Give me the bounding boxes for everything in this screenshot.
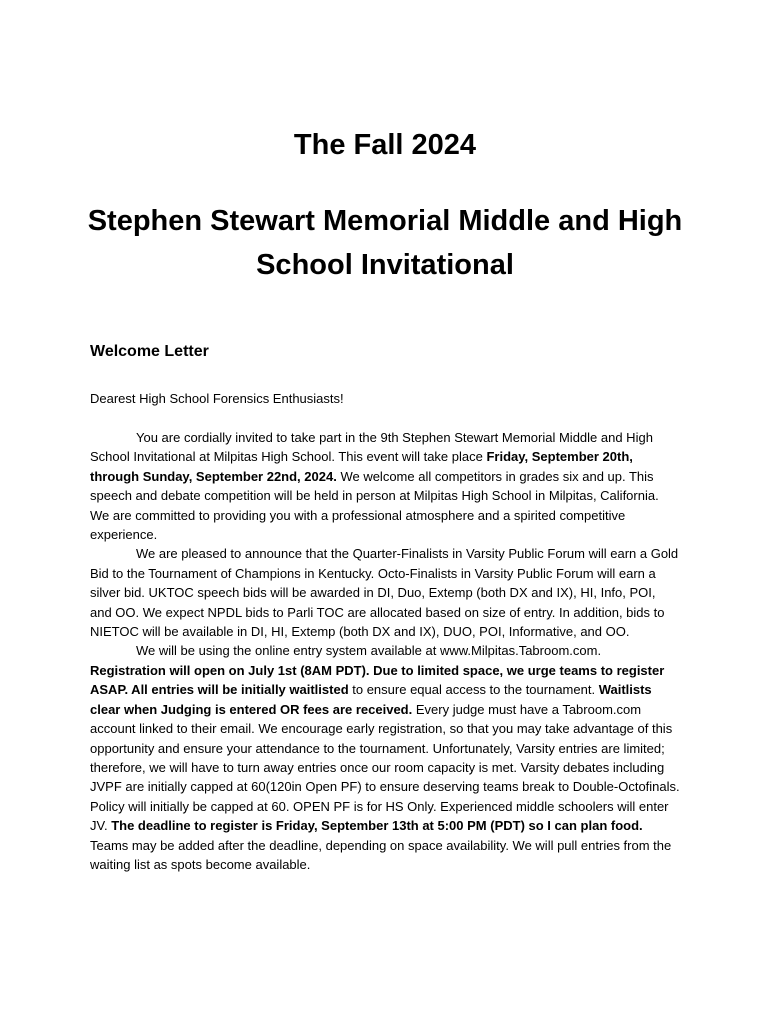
paragraph-3-segment-4: Waitlists clear when Judging is entered OR fees are received.	[90, 682, 652, 717]
title-line-2: Stephen Stewart Memorial Middle and High School Invitational	[87, 205, 683, 281]
paragraph-3-segment-5: Every judge must have a Tabroom.com account linked to their email. We encourage early registration, so that you may take advantage of this opportunity and ensure your attendance to the tournament. Unfortunately, Varsity entries are limited; therefore, we will have to turn away entries once our room capacity is met. Varsity debates including JVPF are initially capped at 60(120in Open PF) to ensure deserving teams break to Double-Octofinals. Policy will initially be capped at 60. OPEN PF is for HS Only. Experienced middle schoolers will enter JV.	[90, 701, 680, 834]
letter-body	[90, 428, 680, 874]
paragraph-2-segment-1: We are pleased to announce that the Quarter-Finalists in Varsity Public Forum will earn a Gold Bid to the Tournament of Champions in Kentucky. Octo-Finalists in Varsity Public Forum will earn a silver bid. UKTOC speech bids will be awarded in DI, Duo, Extemp (both DX and IX), HI, Info, POI, and OO. We expect NPDL bids to Parli TOC are allocated based on size of entry. In addition, bids to NIETOC will be available in DI, HI, Extemp (both DX and IX), DUO, POI, Informative, and OO.	[90, 546, 679, 640]
paragraph-3-segment-3: to ensure equal access to the tournament.	[348, 682, 599, 698]
section-heading: Welcome Letter	[90, 343, 209, 360]
paragraph-3	[90, 641, 680, 874]
paragraph-3-segment-1: We will be using the online entry system available at www.Milpitas.Tabroom.com.	[136, 643, 602, 659]
paragraph-3-segment-6: The deadline to register is Friday, September 13th at 5:00 PM (PDT) so I can plan food.	[111, 818, 643, 834]
salutation: Dearest High School Forensics Enthusiasts!	[90, 391, 344, 406]
paragraph-1	[90, 428, 680, 544]
paragraph-2	[90, 544, 680, 641]
paragraph-1-segment-1: You are cordially invited to take part in the 9th Stephen Stewart Memorial Middle and High School Invitational at Milpitas High School. This event will take place	[90, 430, 653, 465]
paragraph-1-segment-2: Friday, September 20th, through Sunday, September 22nd, 2024.	[90, 449, 633, 484]
paragraph-3-segment-2: Registration will open on July 1st (8AM PDT). Due to limited space, we urge teams to register ASAP. All entries will be initially waitlisted	[90, 662, 665, 698]
paragraph-3-segment-7: Teams may be added after the deadline, depending on space availability. We will pull entries from the waiting list as spots become available.	[90, 837, 672, 872]
title-line-1: The Fall 2024	[293, 129, 477, 161]
paragraph-1-segment-3: We welcome all competitors in grades six and up. This speech and debate competition will be held in person at Milpitas High School in Milpitas, California. We are committed to providing you with a professional atmosphere and a spirited competitive experience.	[90, 468, 659, 543]
